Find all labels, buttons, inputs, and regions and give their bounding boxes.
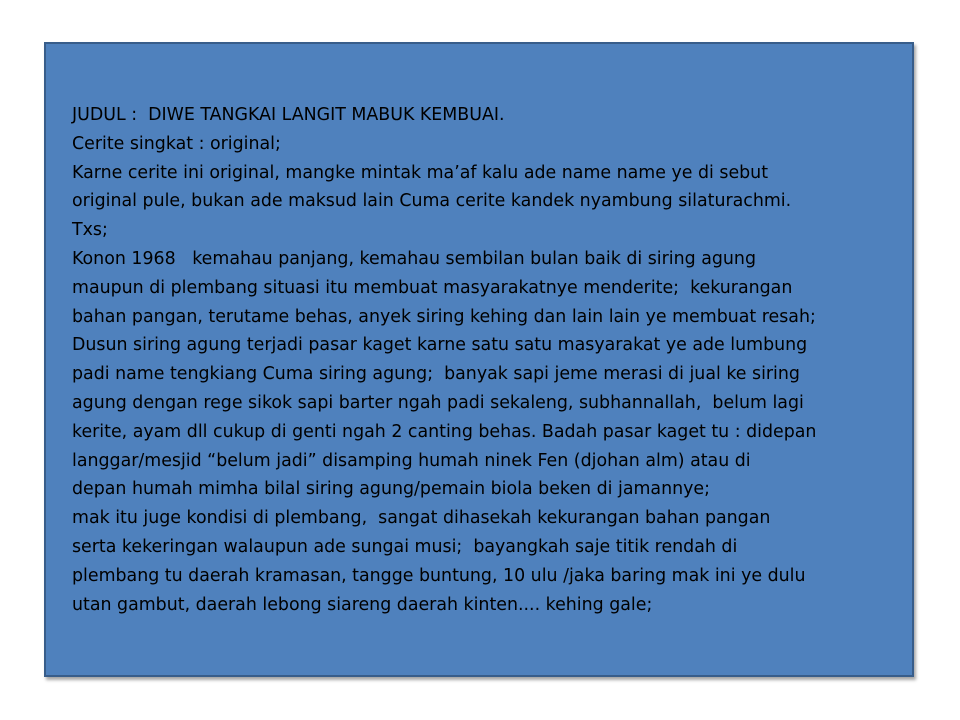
text-line: agung dengan rege sikok sapi barter ngah padi sekaleng, subhannallah, belum lagi xyxy=(72,392,804,413)
title-line: JUDUL : DIWE TANGKAI LANGIT MABUK KEMBUAI. xyxy=(72,105,505,125)
text-line: original pule, bukan ade maksud lain Cuma cerite kandek nyambung silaturachmi. xyxy=(72,191,792,212)
text-box xyxy=(44,42,914,677)
text-line: mak itu juge kondisi di plembang, sangat dihasekah kekurangan bahan pangan xyxy=(72,508,771,529)
story-text xyxy=(72,101,902,619)
text-line: depan humah mimha bilal siring agung/pemain biola beken di jamannye; xyxy=(72,479,710,500)
text-line: bahan pangan, terutame behas, anyek siring kehing dan lain lain ye membuat resah; xyxy=(72,306,816,327)
text-line: padi name tengkiang Cuma siring agung; banyak sapi jeme merasi di jual ke siring xyxy=(72,364,800,385)
text-line: Txs; xyxy=(72,220,108,241)
text-line: Dusun siring agung terjadi pasar kaget karne satu satu masyarakat ye ade lumbung xyxy=(72,335,808,356)
text-line: Karne cerite ini original, mangke mintak ma’af kalu ade name name ye di sebut xyxy=(72,162,769,183)
text-line: Konon 1968 kemahau panjang, kemahau sembilan bulan baik di siring agung xyxy=(72,248,756,269)
text-line: utan gambut, daerah lebong siareng daerah kinten.... kehing gale; xyxy=(72,594,653,615)
text-line: maupun di plembang situasi itu membuat masyarakatnye menderite; kekurangan xyxy=(72,277,793,298)
text-line: kerite, ayam dll cukup di genti ngah 2 canting behas. Badah pasar kaget tu : didepan xyxy=(72,421,817,442)
text-line: serta kekeringan walaupun ade sungai musi; bayangkah saje titik rendah di xyxy=(72,536,738,557)
text-line: langgar/mesjid “belum jadi” disamping humah ninek Fen (djohan alm) atau di xyxy=(72,450,751,471)
text-line: Cerite singkat : original; xyxy=(72,133,281,154)
text-line: plembang tu daerah kramasan, tangge buntung, 10 ulu /jaka baring mak ini ye dulu xyxy=(72,565,806,586)
